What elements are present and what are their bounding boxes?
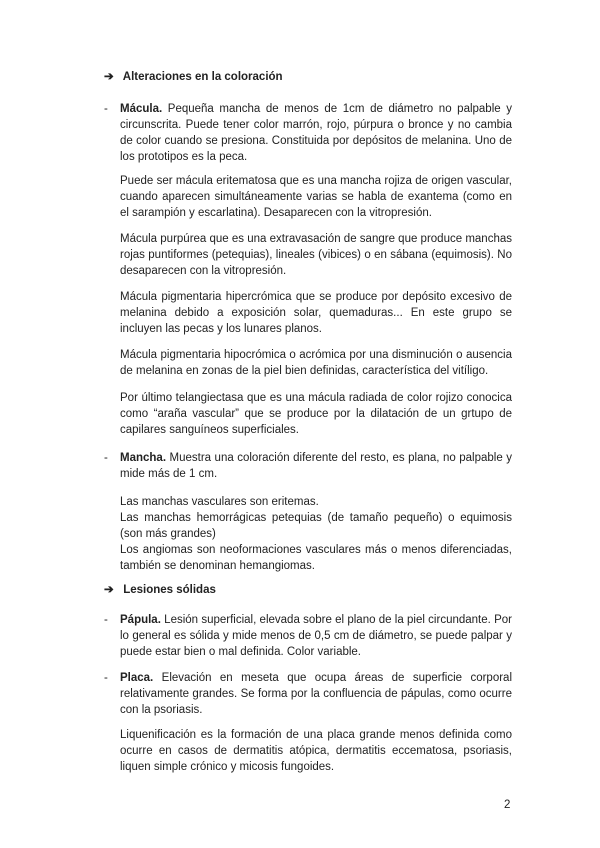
macula-hipercromica-paragraph: Mácula pigmentaria hipercrómica que se produce por depósito excesivo de melanina debido a exposición solar, quemaduras... En este grupo se incluyen las pecas y los lunares planos. [120, 291, 512, 335]
papula-text: Lesión superficial, elevada sobre el plano de la piel circundante. Por lo general es sólida y mide menos de 0,5 cm de diámetro, se puede palpar y puede estar bien o mal definida. Color variable. [120, 614, 512, 658]
mancha-line-angiomas: Los angiomas son neoformaciones vasculares más o menos diferenciadas, también se denominan hemangiomas. [120, 544, 512, 572]
liquenificacion-paragraph: Liquenificación es la formación de una placa grande menos definida como ocurre en casos de dermatitis atópica, dermatitis eccematosa, psoriasis, liquen simple crónico y micosis fungoides. [120, 729, 512, 773]
section-heading-solidas [104, 582, 216, 598]
section-heading-coloracion [104, 69, 283, 85]
list-bullet: - [104, 103, 108, 115]
macula-purpurea-paragraph: Mácula purpúrea que es una extravasación de sangre que produce manchas rojas puntiformes (petequias), lineales (vibices) o en sábana (equimosis). No desaparecen con la vitropresión. [120, 233, 512, 277]
mancha-line-hemorragicas: Las manchas hemorrágicas petequias (de tamaño pequeño) o equimosis (son más grandes) [120, 512, 512, 540]
macula-hipocromica-paragraph: Mácula pigmentaria hipocrómica o acrómica por una disminución o ausencia de melanina en zonas de la piel bien definidas, característica del vitíligo. [120, 349, 512, 377]
placa-term: Placa. [120, 672, 154, 684]
placa-text: Elevación en meseta que ocupa áreas de superficie corporal relativamente grandes. Se forma por la confluencia de pápulas, como ocurre con la psoriasis. [120, 672, 512, 716]
mancha-line-vasculares: Las manchas vasculares son eritemas. [120, 496, 319, 508]
papula-term: Pápula. [120, 614, 161, 626]
page-number: 2 [504, 799, 511, 811]
arrow-right-icon: ➔ [104, 71, 114, 83]
macula-eritematosa-paragraph: Puede ser mácula eritematosa que es una mancha rojiza de origen vascular, cuando aparecen simultáneamente varias se habla de exantema (como en el sarampión y escarlatina). Desaparecen con la vitropresión. [120, 175, 512, 219]
macula-text: Pequeña mancha de menos de 1cm de diámetro no palpable y circunscrita. Puede tener color marrón, rojo, púrpura o bronce y no cambia de color cuando se presiona. Constituida por depósitos de melanina. Uno de los prototipos es la peca. [120, 103, 512, 163]
mancha-paragraph [120, 450, 512, 482]
section-title: Lesiones sólidas [123, 584, 216, 596]
list-bullet: - [104, 672, 108, 684]
list-bullet: - [104, 614, 108, 626]
list-bullet: - [104, 452, 108, 464]
arrow-right-icon: ➔ [104, 584, 114, 596]
mancha-details [120, 494, 512, 574]
placa-paragraph [120, 670, 512, 718]
section-title: Alteraciones en la coloración [122, 71, 283, 83]
telangiectasa-paragraph: Por último telangiectasa que es una mácula radiada de color rojizo conocica como “araña vascular” que se produce por la dilatación de un grtupo de capilares sanguíneos superficiales. [120, 392, 512, 436]
papula-paragraph [120, 612, 512, 660]
mancha-term: Mancha. [120, 452, 167, 464]
macula-term: Mácula. [120, 103, 163, 115]
mancha-text: Muestra una coloración diferente del resto, es plana, no palpable y mide más de 1 cm. [120, 452, 512, 480]
macula-paragraph [120, 101, 512, 165]
